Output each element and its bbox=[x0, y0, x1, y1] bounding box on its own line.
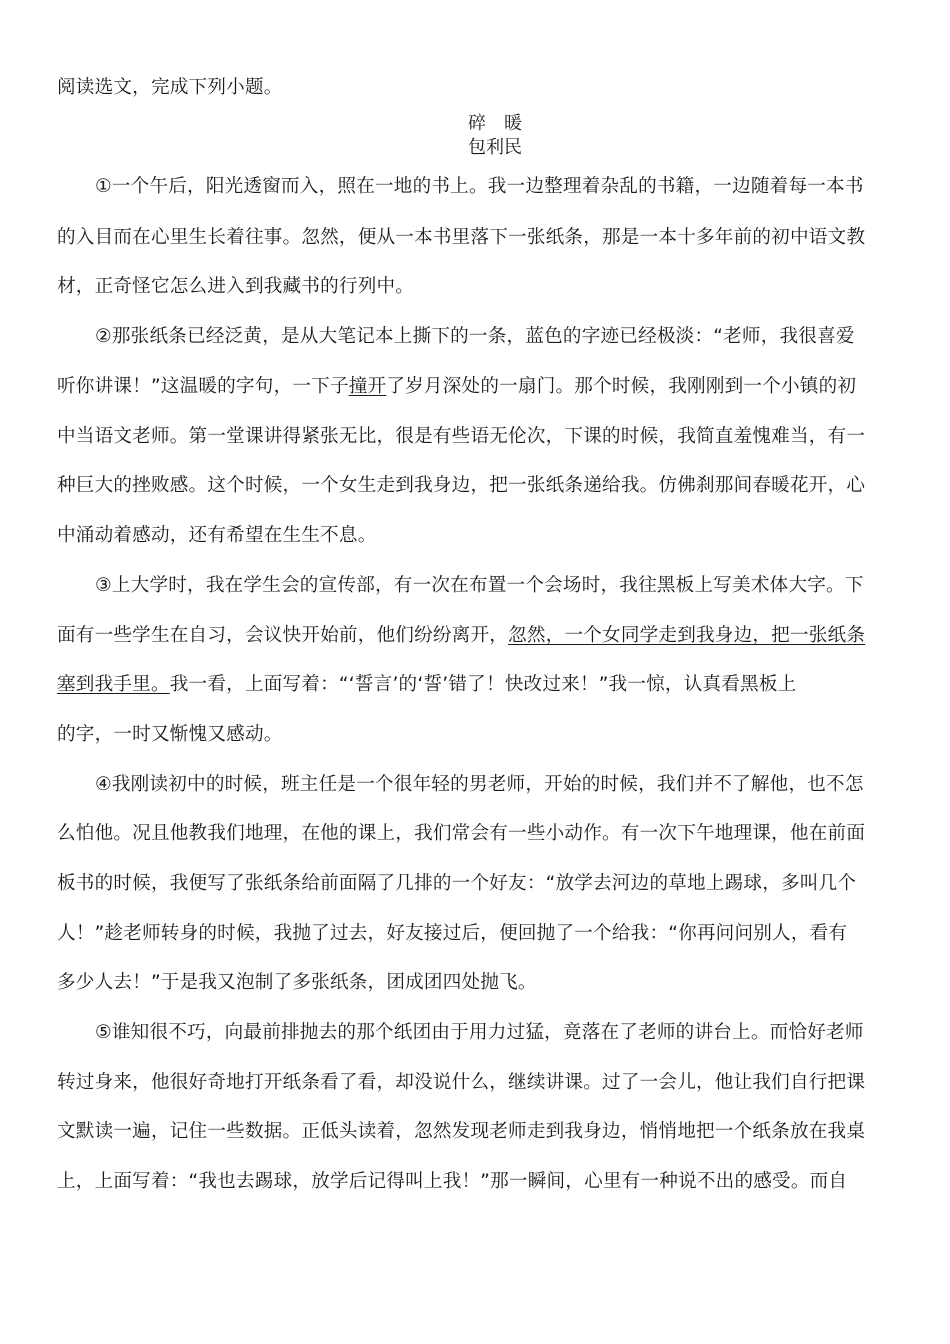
line-text: 材，正奇怪它怎么进入到我藏书的行列中。 bbox=[57, 276, 415, 297]
line-text: 中当语文老师。第一堂课讲得紧张无比，很是有些语无伦次，下课的时候，我简直羞愧难当，有一 bbox=[57, 426, 866, 447]
line-text: ④我刚读初中的时候，班主任是一个很年轻的男老师，开始的时候，我们并不了解他，也不怎 bbox=[95, 774, 864, 795]
line-text: 多少人去！”于是我又泡制了多张纸条，团成团四处抛飞。 bbox=[57, 972, 537, 993]
paragraph-line bbox=[57, 922, 847, 946]
line-text: 听你讲课！”这温暖的字句，一下子 bbox=[57, 376, 349, 397]
line-text: 转过身来，他很好奇地打开纸条看了看，却没说什么，继续讲课。过了一会儿，他让我们自行把课 bbox=[57, 1072, 866, 1093]
paragraph-line bbox=[95, 773, 864, 797]
line-text: 么怕他。况且他教我们地理，在他的课上，我们常会有一些小动作。有一次下午地理课，他在前面 bbox=[57, 823, 866, 844]
line-text: 的入目而在心里生长着往事。忽然，便从一本书里落下一张纸条，那是一本十多年前的初中语文教 bbox=[57, 227, 866, 248]
paragraph-line bbox=[95, 574, 864, 598]
line-text: 文默读一遍，记住一些数据。正低头读着，忽然发现老师走到我身边，悄悄地把一个纸条放在我桌 bbox=[57, 1121, 866, 1142]
paragraph-line bbox=[57, 1071, 865, 1095]
paragraph-line bbox=[57, 474, 865, 498]
paragraph-line bbox=[57, 723, 283, 747]
line-text: 面有一些学生在自习，会议快开始前，他们纷纷离开， bbox=[57, 625, 509, 646]
line-text: ②那张纸条已经泛黄，是从大笔记本上撕下的一条，蓝色的字迹已经极淡：“老师，我很喜爱 bbox=[95, 326, 855, 347]
article-title: 碎 暖 bbox=[468, 113, 522, 134]
paragraph-line bbox=[57, 872, 856, 896]
article-author: 包利民 bbox=[468, 137, 522, 158]
line-text: ③上大学时，我在学生会的宣传部，有一次在布置一个会场时，我往黑板上写美术体大字。下 bbox=[95, 575, 864, 596]
instruction-text: 阅读选文，完成下列小题。 bbox=[57, 77, 283, 98]
paragraph-line bbox=[57, 425, 865, 449]
paragraph-line bbox=[57, 624, 865, 648]
line-text: 了岁月深处的一扇门。那个时候，我刚刚到一个小镇的初 bbox=[386, 376, 857, 397]
paragraph-line bbox=[57, 971, 537, 995]
line-text: 中涌动着感动，还有希望在生生不息。 bbox=[57, 525, 377, 546]
paragraph-line bbox=[57, 275, 414, 299]
line-text: 我一看，上面写着：“‘誓言’的‘誓’错了！快改过来！”我一惊，认真看黑板上 bbox=[169, 674, 797, 695]
line-text: ⑤谁知很不巧，向最前排抛去的那个纸团由于用力过猛，竟落在了老师的讲台上。而恰好老师 bbox=[95, 1022, 864, 1043]
paragraph-line bbox=[95, 175, 864, 199]
paragraph-line bbox=[57, 524, 377, 548]
line-text: 上，上面写着：“我也去踢球，放学后记得叫上我！”那一瞬间，心里有一种说不出的感受。而自 bbox=[57, 1171, 848, 1192]
paragraph-line bbox=[57, 1120, 865, 1144]
line-text: 种巨大的挫败感。这个时候，一个女生走到我身边，把一张纸条递给我。仿佛刹那间春暖花开，心 bbox=[57, 475, 866, 496]
paragraph-line bbox=[95, 325, 855, 349]
paragraph-line bbox=[57, 375, 856, 399]
line-text: 的字，一时又惭愧又感动。 bbox=[57, 724, 283, 745]
paragraph-line bbox=[95, 1021, 864, 1045]
paragraph-line bbox=[57, 673, 796, 697]
paragraph-line bbox=[57, 822, 865, 846]
underlined-text: 塞到我手里。 bbox=[57, 674, 170, 695]
underlined-text: 撞开 bbox=[348, 376, 387, 397]
paragraph-line bbox=[57, 1170, 847, 1194]
line-text: 人！”趁老师转身的时候，我抛了过去，好友接过后，便回抛了一个给我：“你再问问别人，看有 bbox=[57, 923, 848, 944]
paragraph-line bbox=[57, 226, 865, 250]
line-text: 板书的时候，我便写了张纸条给前面隔了几排的一个好友：“放学去河边的草地上踢球，多叫几个 bbox=[57, 873, 857, 894]
underlined-text: 忽然，一个女同学走到我身边，把一张纸条 bbox=[508, 625, 866, 646]
line-text: ①一个午后，阳光透窗而入，照在一地的书上。我一边整理着杂乱的书籍，一边随着每一本书 bbox=[95, 176, 864, 197]
